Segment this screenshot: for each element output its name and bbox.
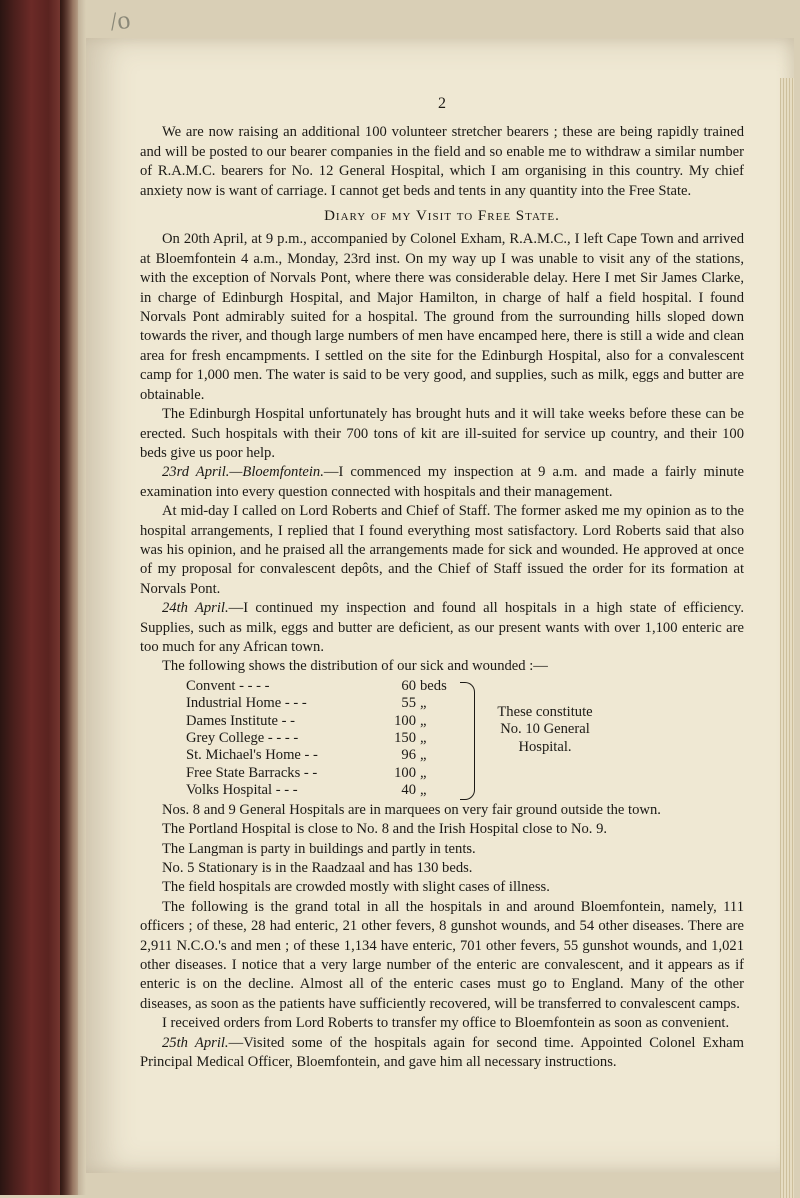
distribution-row (186, 678, 460, 695)
paragraph-edinburgh: The Edinburgh Hospital unfortunately has brought huts and it will take weeks before these can be erected. Such hospitals with their 700 tons of kit are ill-suited for service up country, and their 100 beds give us poor help. (140, 406, 744, 461)
distribution-num: 40 (401, 782, 416, 799)
paragraph-24th-april (140, 599, 744, 657)
distribution-num: 100 (394, 764, 416, 781)
paragraph-intro: We are now raising an additional 100 volunteer stretcher bearers ; these are being rapidly trained and will be posted to our bearer companies in the field and so enable me to withdraw a similar number of R.A.M.C. bearers for No. 12 General Hospital, which I am organising in this country. My chief anxiety now is want of carriage. I cannot get beds and tents in any quantity into the Free State. (140, 124, 744, 199)
distribution-block (186, 678, 744, 800)
distribution-num: 55 (401, 695, 416, 712)
text-23rd: —I commenced my inspection at 9 a.m. and made a fairly minute examination into every question connected with hospitals and their management. (140, 464, 744, 500)
distribution-name: St. Michael's Home - - (186, 747, 318, 764)
paragraph-20th-april: On 20th April, at 9 p.m., accompanied by Colonel Exham, R.A.M.C., I left Cape Town and arrived at Bloemfontein 4 a.m., Monday, 23rd inst. On my way up I was unable to visit any of the stations, with the exception of Norvals Pont, where there was considerable delay. Here I met Sir James Clarke, in charge of Edinburgh Hospital, and Major Hamilton, in charge of half a field hospital. I found Norvals Pont admirably suited for a hospital. The ground from the surrounding hills sloped down towards the river, and though large numbers of men have encamped here, there is still a wide and clean area for fresh encampments. I settled on the site for the Edinburgh Hospital, also for a convalescent camp for 1,000 men. The water is said to be very good, and supplies, such as milk, eggs and butter are obtainable. (140, 231, 744, 403)
distribution-row (186, 782, 460, 799)
distribution-unit: „ (420, 747, 427, 764)
distribution-row (186, 730, 460, 747)
distribution-unit: „ (420, 782, 427, 799)
paragraph-no5: No. 5 Stationary is in the Raadzaal and has 130 beds. (162, 860, 473, 876)
date-24th: 24th April. (162, 600, 229, 617)
text-24th: —I continued my inspection and found all hospitals in a high state of efficiency. Supplies, such as milk, eggs and butter are deficient, as our present wants with over 1,100 enteric are too much for any African town. (140, 600, 744, 655)
paragraph-field: The field hospitals are crowded mostly with slight cases of illness. (162, 879, 550, 896)
distribution-name: Free State Barracks - - (186, 764, 318, 781)
distribution-note: These constitute No. 10 General Hospital. (497, 703, 593, 755)
paragraph-nos: Nos. 8 and 9 General Hospitals are in marquees on very fair ground outside the town. (162, 801, 661, 818)
distribution-unit: „ (420, 730, 427, 747)
paragraph-orders: I received orders from Lord Roberts to transfer my office to Bloemfontein as soon as convenient. (162, 1015, 730, 1032)
distribution-unit: „ (420, 764, 427, 781)
distribution-name: Dames Institute - - (186, 712, 296, 729)
distribution-name: Convent - - - - (186, 677, 270, 694)
paragraph-midday: At mid-day I called on Lord Roberts and Chief of Staff. The former asked me my opinion as to the hospital arrangements, I replied that I found everything most satisfactory. Lord Roberts said that also was his opinion, and he praised all the arrangements made for sick and wounded. He approved at once of my proposal for convalescent depôts, and the Chief of Staff issued the order for its formation at Norvals Pont. (140, 503, 744, 597)
distribution-row (186, 765, 460, 782)
distribution-unit: „ (420, 695, 427, 712)
paragraph-23rd-april (140, 463, 744, 502)
distribution-name: Volks Hospital - - - (186, 782, 298, 799)
binding-shadow (60, 0, 86, 1195)
distribution-num: 96 (401, 747, 416, 764)
date-23rd: 23rd April.—Bloemfontein. (162, 464, 324, 481)
distribution-name: Industrial Home - - - (186, 695, 307, 712)
paragraph-langman: The Langman is party in buildings and partly in tents. (162, 840, 476, 857)
distribution-num: 60 (401, 677, 416, 694)
page-content (140, 94, 744, 1072)
book-page (86, 38, 794, 1173)
distribution-unit: beds (420, 677, 447, 694)
distribution-name: Grey College - - - - (186, 730, 299, 747)
distribution-row (186, 713, 460, 730)
date-25th: 25th April. (162, 1034, 229, 1051)
distribution-num: 150 (394, 730, 416, 747)
distribution-num: 100 (394, 712, 416, 729)
distribution-unit: „ (420, 712, 427, 729)
distribution-row (186, 695, 460, 712)
paragraph-portland: The Portland Hospital is close to No. 8 and the Irish Hospital close to No. 9. (162, 821, 608, 838)
page-edges (780, 78, 794, 1198)
paragraph-total: The following is the grand total in all the hospitals in and around Bloemfontein, namely, 111 officers ; of these, 28 had enteric, 21 other fevers, 8 gunshot wounds, and 54 other diseases. There are 2,911 N.C.O.'s and men ; of these 1,134 have enteric, 701 other fevers, 55 gunshot wounds, and 1,021 other diseases. I notice that a very large number of the enteric are convalescent, and it appears as if enteric is on the decline. Almost all of the enteric cases must go to England. Many of the other diseases, as soon as the patients have sufficiently recovered, will be transferred to convalescent camps. (140, 898, 744, 1012)
distribution-table (186, 678, 460, 800)
pencil-annotation: /o (108, 4, 133, 37)
brace (460, 682, 475, 800)
paragraph-25th-april (140, 1034, 744, 1073)
page-number: 2 (438, 95, 446, 112)
text-25th: —Visited some of the hospitals again for second time. Appointed Colonel Exham Principal Medical Officer, Bloemfontein, and gave him all necessary instructions. (140, 1034, 744, 1071)
distribution-row (186, 747, 460, 764)
paragraph-following: The following shows the distribution of our sick and wounded :— (162, 658, 548, 675)
section-heading: Diary of my Visit to Free State. (324, 208, 560, 225)
